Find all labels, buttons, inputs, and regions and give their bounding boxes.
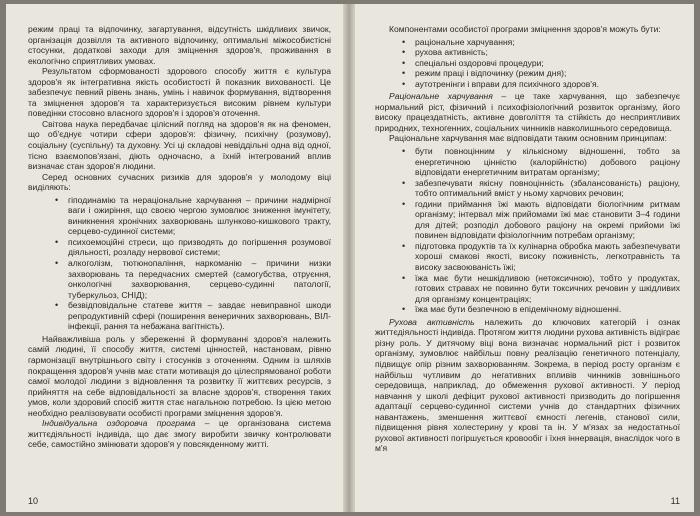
paragraph: [28, 418, 331, 450]
list-item: • години приймання їжі мають відповідати біологічним ритмам організму; інтервал між прийомами їжі має становити 3–4 години для дітей; розподіл добового раціону на окремі прийоми їжі повинен відповідати фізіологічним потребам організму;: [415, 199, 680, 241]
list-item: • бути повноцінним у кількісному відношенні, тобто за енергетичною цінністю (калорійністю) добового раціону відповідати енергетичним витратам організму;: [415, 146, 680, 178]
paragraph: Серед основних сучасних ризиків для здоров'я у молодому віці виділяють:: [28, 171, 331, 193]
paragraph: Найважливіша роль у збереженні й формуванні здоров'я належить самій людині, її способу життя, системі цінностей, настановам, рівню гармонізації внутрішнього світу і стосунків з оточенням. Одним із шляхів покращення здоров'я учнів має стати мотивація до цілеспрямованої роботи самої молодої людини з відновлення та розвитку її життєвих ресурсів, з прийняття на себе відповідальності за власне здоров'я, створення таких умов, коли здоровий спосіб життя стає нагальною потребою. Із цією метою необхідно реалізовувати особисті програми зміцнення здоров'я.: [28, 333, 331, 418]
bullet-list: [375, 146, 680, 315]
list-item: • їжа має бути безпечною в епідемічному відношенні.: [415, 304, 680, 315]
page-number: 11: [670, 496, 680, 506]
bullet-list: [28, 195, 331, 332]
paragraph: Результатом сформованості здорового способу життя є культура здоров'я як інтегративна якість особистості й показник вихованості. Це забезпечує певний рівень знань, умінь і навичок формування, відтворення та зміцнення здоров'я та характеризується високим рівнем культури поведінки стосовно власного здоров'я і здоров'я оточення.: [28, 66, 331, 119]
paragraph-text: – це таке харчування, що забезпечує нормальний ріст, фізичний і психофізіологічний розвиток організму, його високу працездатність, активне довголіття та стійкість до несприятливих природних, техногенних, соціальних чинників навколишнього середовища.: [375, 91, 680, 133]
paragraph: Раціональне харчування має відповідати таким основним принципам:: [389, 133, 667, 144]
paragraph-text: – це організована система життєдіяльності індивіда, що дає змогу виробити звичку контролювати себе, самостійно змінювати здоров'я у повсякденному житті.: [28, 418, 332, 450]
paragraph: [375, 91, 680, 133]
paragraph: режим праці та відпочинку, загартування, відсутність шкідливих звичок, організація дозвілля та активного відпочинку, оптимальні міжособистісні стосунки, додаткові заходи для зміцнення здоров'я, проживання в екологічно сприятливих умовах.: [28, 24, 331, 66]
list-item: • психоемоційні стреси, що призводять до погіршення розумової діяльності, розладу нервової системи;: [68, 237, 331, 258]
left-page-content: [28, 24, 331, 450]
book-gutter: [343, 4, 355, 512]
list-item: • раціональне харчування;: [415, 37, 680, 48]
paragraph: [375, 317, 680, 454]
list-item: • їжа має бути нешкідливою (нетоксичною), тобто у продуктах, готових стравах не повинно бути токсичних речовин у шкідливих для організму концентраціях;: [415, 273, 680, 305]
paragraph: Компонентами особистої програми зміцнення здоров'я можуть бути:: [389, 24, 661, 34]
right-page-content: [375, 24, 680, 454]
list-item: • забезпечувати якісну повноцінність (збалансованість) раціону, тобто оптимальний вміст у ньому харчових речовин;: [415, 178, 680, 199]
list-item: • гіподинамію та нераціональне харчування – причини надмірної ваги і ожиріння, що своєю чергою зумовлює зниження імунітету, виникнення хронічних захворювань шлунково-кишкового тракту, серцево-судинної системи;: [68, 195, 331, 237]
bullet-list: [375, 37, 680, 90]
list-item: • алкоголізм, тютюнопаління, наркоманію – причини низки захворювань та передчасних смертей (самогубства, отруєння, онкологічні захворювання, серцево-судинні патології, туберкульоз, СНІД);: [68, 258, 331, 300]
left-page: [6, 4, 343, 512]
list-item: • аутотренінги і вправи для психічного здоров'я.: [415, 79, 680, 90]
term-heading: Рухова активність: [389, 316, 475, 327]
term-heading: Раціональне харчування: [389, 91, 493, 102]
list-item: • підготовка продуктів та їх кулінарна обробка мають забезпечувати хороші смакові якості, високу поживність, легкотравність та високу засвоюваність їжі;: [415, 241, 680, 273]
list-item: • рухова активність;: [415, 47, 680, 58]
list-item: • спеціальні оздоровчі процедури;: [415, 58, 680, 69]
list-item: • режим праці і відпочинку (режим дня);: [415, 68, 680, 79]
list-item: • безвідповідальне статеве життя – завдає невиправної шкоди репродуктивній сфері (поширення венеричних захворювань, ВІЛ-інфекції, рання та небажана вагітність).: [68, 300, 331, 332]
right-page: [355, 4, 694, 512]
paragraph-text: належить до ключових категорій і ознак життєдіяльності індивіда. Протягом життя людини рухова активність відіграє різну роль. У дитячому віці вона визначає нормальний ріст і розвиток організму, зумовлює найбільш повну реалізацію генетичного потенціалу, підвищує опір різним захворюванням. Зокрема, в період росту організм є найбільш чутливим до негативних впливів чинників зовнішнього середовища, наприклад, до обмеження рухової активності. У період навчання у школі дефіцит рухової активності призводить до погіршення адаптації серцево-судинної системи учнів до стандартних фізичних навантажень, зменшення життєвої ємності легенів, станової сили, підвищення рівня холестерину у крові та ін. У м'язах за недостатньої рухової активності погіршується кровообіг і їхня іннервація, внаслідок чого в м'я: [375, 316, 681, 454]
term-heading: Індивідуальна оздоровча програма: [42, 418, 196, 429]
paragraph: Світова наука передбачає цілісний погляд на здоров'я як на феномен, що об'єднує чотири сфери здоров'я: фізичну, психічну (розумову), соціальну (суспільну) та духовну. Усі ці складові невіддільні одна від одної, тісно взаємопов'язані, діють одночасно, а їхній інтегрований вплив визначає стан здоров'я людини.: [28, 118, 331, 172]
page-number: 10: [28, 496, 39, 506]
